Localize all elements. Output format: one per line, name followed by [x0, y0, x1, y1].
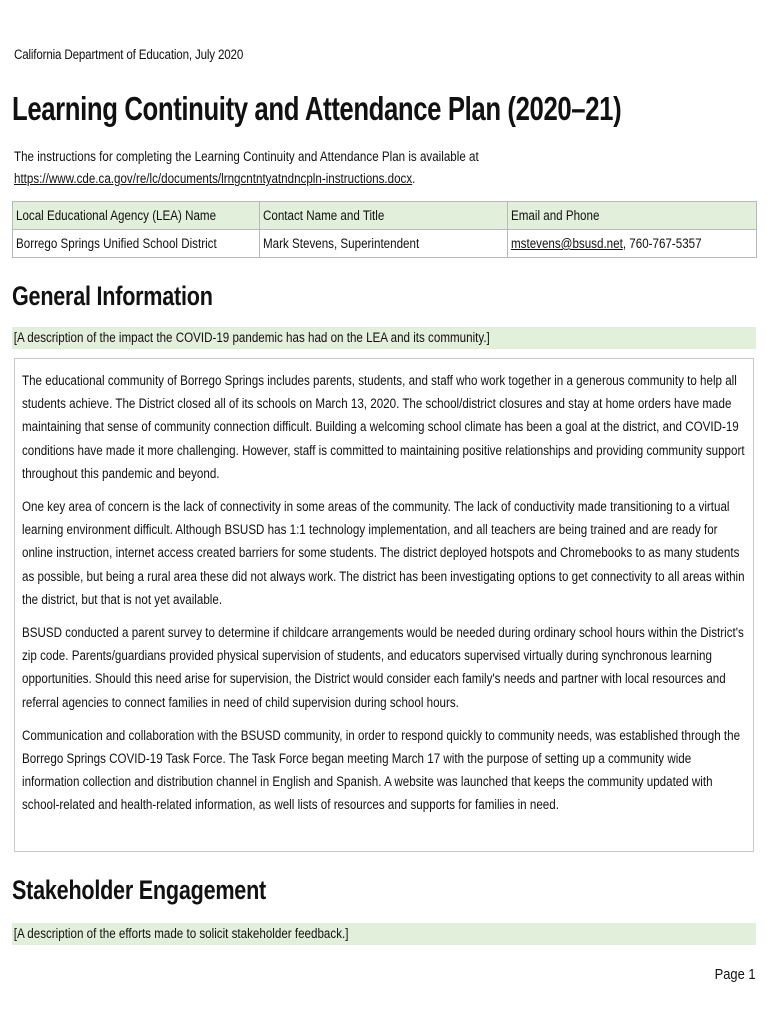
response-paragraph-1: The educational community of Borrego Springs includes parents, students, and staff who work together in a generous community to help all students achieve. The District closed all of its schools on March 13, 2020. The school/district closures and stay at home orders have made maintaining that sense of community connection difficult. Building a welcoming school climate has been a goal at the district, and COVID-19 conditions have made it more challenging. However, staff is committed to maintaining positive relationships and providing community support throughout this pandemic and beyond.	[22, 373, 745, 481]
response-paragraph-3: BSUSD conducted a parent survey to determine if childcare arrangements would be needed during ordinary school hours within the District's zip code. Parents/guardians provided physical supervision of students, and educators supervised virtually during synchronous learning opportunities. Should this need arise for supervision, the District would consider each family's needs and partner with local resources and referral agencies to connect families in need of child supervision during school hours.	[22, 625, 744, 710]
document-title: Learning Continuity and Attendance Plan (2020–21)	[12, 90, 622, 127]
response-paragraph-2: One key area of concern is the lack of connectivity in some areas of the community. The lack of conductivity made transitioning to a virtual learning environment difficult. Although BSUSD has 1:1 technology implementation, and all teachers are being trained and are ready for online instruction, internet access created barriers for some students. The district deployed hotspots and Chromebooks to as many students as possible, but being a rural area these did not always work. The district has been investigating options to get connectivity to all areas within the district, but that is not yet available.	[22, 499, 745, 607]
general-information-heading: General Information	[12, 281, 213, 311]
response-paragraph-4: Communication and collaboration with the BSUSD community, in order to respond quickly to community needs, was established through the Borrego Springs COVID-19 Task Force. The Task Force began meeting March 17 with the purpose of setting up a community wide information collection and distribution channel in English and Spanish. A website was launched that keeps the community updated with school-related and health-related information, as well lists of resources and supports for families in need.	[22, 727, 741, 813]
phone-text: , 760-767-5357	[622, 236, 702, 251]
lea-info-table	[12, 201, 757, 258]
instructions-link-suffix: .	[412, 171, 416, 186]
general-information-response-box	[14, 358, 754, 852]
general-information-response-text	[22, 369, 751, 827]
lea-table-header-row	[13, 202, 757, 230]
stakeholder-engagement-prompt: [A description of the efforts made to solicit stakeholder feedback.]	[12, 923, 756, 945]
instructions-link[interactable]: https://www.cde.ca.gov/re/lc/documents/lrngcntntyatndncpln-instructions.docx	[14, 171, 413, 186]
email-phone-cell	[508, 230, 757, 258]
lea-name-cell: Borrego Springs Unified School District	[13, 230, 260, 258]
lea-name-header: Local Educational Agency (LEA) Name	[13, 202, 260, 230]
email-link[interactable]: mstevens@bsusd.net	[511, 236, 623, 251]
contact-cell: Mark Stevens, Superintendent	[260, 230, 508, 258]
contact-header: Contact Name and Title	[260, 202, 508, 230]
instructions-text	[14, 146, 479, 190]
page-number: Page 1	[715, 966, 756, 983]
document-header: California Department of Education, July 2020	[14, 47, 244, 62]
email-phone-header: Email and Phone	[508, 202, 757, 230]
general-information-prompt: [A description of the impact the COVID-19 pandemic has had on the LEA and its community.]	[12, 327, 756, 349]
stakeholder-engagement-heading: Stakeholder Engagement	[12, 875, 266, 905]
lea-table-row	[13, 230, 757, 258]
instructions-sentence: The instructions for completing the Learning Continuity and Attendance Plan is available at	[14, 149, 479, 164]
